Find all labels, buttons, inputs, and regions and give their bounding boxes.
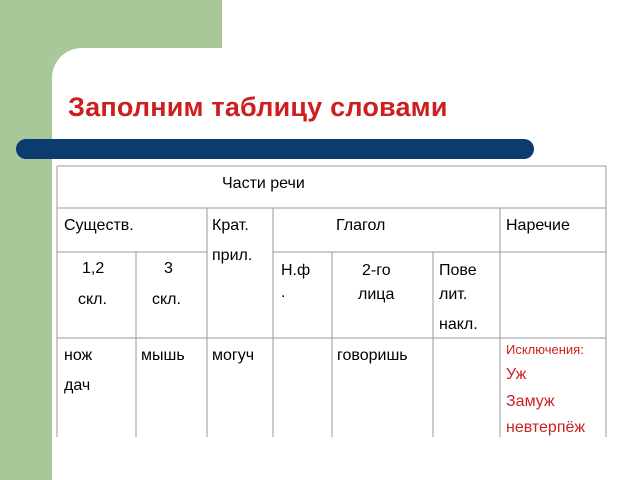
cell-short-adj-word: могуч — [212, 347, 255, 364]
subcol-2nd-person-line1: 2-го — [362, 262, 391, 279]
cell-verb-2nd-person-word: говоришь — [337, 347, 408, 364]
subcol-infinitive-line1: Н.ф — [281, 262, 311, 279]
subcol-infinitive-line2: . — [281, 284, 286, 301]
col-verb-header: Глагол — [336, 217, 386, 234]
subcol-imperative-line1: Пове — [439, 262, 477, 279]
col-short-adj-line1: Крат. — [212, 217, 249, 234]
table-header-parts-of-speech: Части речи — [222, 175, 305, 192]
col-adverb-header: Наречие — [506, 217, 570, 234]
exceptions-label: Исключения: — [506, 342, 584, 357]
exception-word: Уж — [506, 366, 527, 383]
slide-title: Заполним таблицу словами — [68, 92, 448, 122]
subcol-2nd-person-line2: лица — [358, 286, 395, 303]
subcol-decl-3-line2: скл. — [152, 291, 181, 308]
cell-noun-12-word2: дач — [64, 377, 91, 394]
subcol-decl-1-2-line2: скл. — [78, 291, 107, 308]
exception-word: невтерпёж — [506, 419, 586, 436]
col-noun-header: Существ. — [64, 217, 134, 234]
subcol-decl-1-2-line1: 1,2 — [82, 260, 105, 277]
cell-noun-12-word1: нож — [64, 347, 93, 364]
col-short-adj-line2: прил. — [212, 247, 253, 264]
subcol-imperative-line2: лит. — [439, 286, 468, 303]
exception-word: Замуж — [506, 393, 555, 410]
cell-noun-3-word: мышь — [141, 347, 185, 364]
subcol-decl-3-line1: 3 — [164, 260, 173, 277]
subcol-imperative-line3: накл. — [439, 316, 478, 333]
